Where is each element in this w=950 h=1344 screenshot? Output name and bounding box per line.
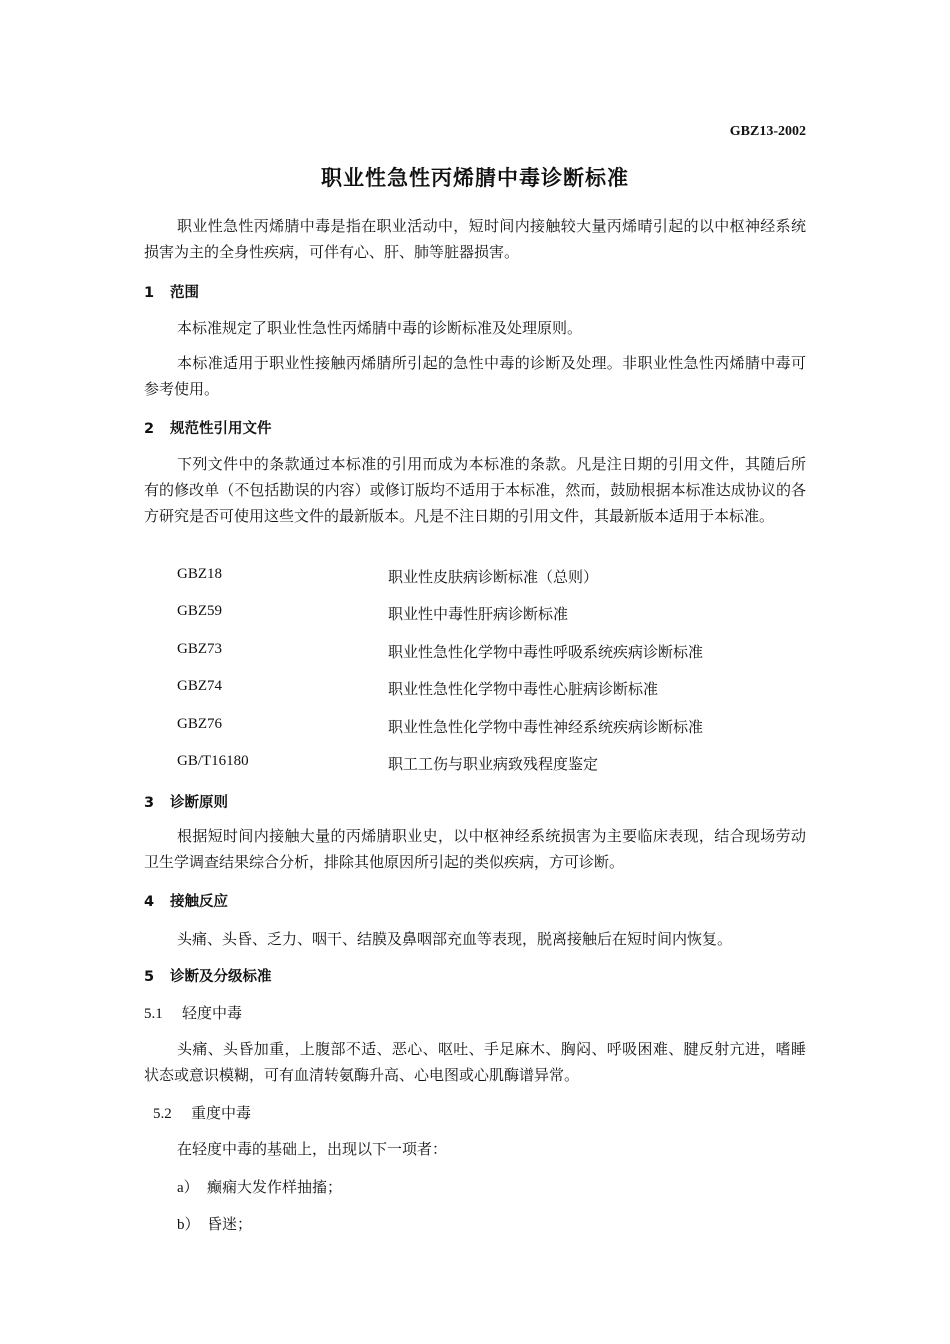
list-item-label: a） <box>177 1180 199 1196</box>
reference-code: GBZ76 <box>177 716 222 732</box>
section-1-heading <box>144 281 199 302</box>
list-item-text: 癫痫大发作样抽搐； <box>207 1178 343 1196</box>
section-title: 规范性引用文件 <box>170 421 272 437</box>
subsection-5-1-heading <box>144 1002 242 1023</box>
reference-code: GBZ18 <box>177 566 222 582</box>
subsection-5-2-paragraph: 在轻度中毒的基础上，出现以下一项者： <box>177 1140 448 1158</box>
section-1-paragraph-2: 本标准适用于职业性接触丙烯腈所引起的急性中毒的诊断及处理。非职业性急性丙烯腈中毒可参考使用。 <box>144 354 806 398</box>
section-3-heading <box>144 791 228 812</box>
reference-code: GBZ73 <box>177 641 222 657</box>
reference-code: GBZ59 <box>177 603 222 619</box>
reference-title: 职业性急性化学物中毒性心脏病诊断标准 <box>388 680 659 698</box>
section-3-paragraph: 根据短时间内接触大量的丙烯腈职业史，以中枢神经系统损害为主要临床表现，结合现场劳动卫生学调查结果综合分析，排除其他原因所引起的类似疾病，方可诊断。 <box>144 827 806 871</box>
section-title: 诊断及分级标准 <box>170 969 272 985</box>
section-number: 3 <box>144 795 155 811</box>
reference-title: 职业性急性化学物中毒性神经系统疾病诊断标准 <box>388 718 704 736</box>
reference-title: 职业性急性化学物中毒性呼吸系统疾病诊断标准 <box>388 643 704 661</box>
section-number: 4 <box>144 894 155 910</box>
reference-title: 职业性中毒性肝病诊断标准 <box>388 605 569 623</box>
subsection-title: 重度中毒 <box>191 1104 252 1122</box>
section-title: 诊断原则 <box>170 795 228 811</box>
subsection-number: 5.1 <box>144 1006 163 1022</box>
section-4-heading <box>144 890 228 911</box>
reference-code: GB/T16180 <box>177 753 249 769</box>
subsection-title: 轻度中毒 <box>182 1004 243 1022</box>
document-number: GBZ13-2002 <box>729 124 806 139</box>
section-2-paragraph: 下列文件中的条款通过本标准的引用而成为本标准的条款。凡是注日期的引用文件，其随后所有的修改单（不包括勘误的内容）或修订版均不适用于本标准，然而，鼓励根据本标准达成协议的各方研究是否可使用这些文件的最新版本。凡是不注日期的引用文件，其最新版本适用于本标准。 <box>144 455 806 525</box>
list-item <box>177 1213 252 1234</box>
section-number: 5 <box>144 969 155 985</box>
section-4-paragraph: 头痛、头昏、乏力、咽干、结膜及鼻咽部充血等表现，脱离接触后在短时间内恢复。 <box>177 930 733 948</box>
section-title: 接触反应 <box>170 894 228 910</box>
section-number: 2 <box>144 421 155 437</box>
list-item-label: b） <box>177 1217 200 1233</box>
subsection-5-1-paragraph: 头痛、头昏加重，上腹部不适、恶心、呕吐、手足麻木、胸闷、呼吸困难、腱反射亢进，嗜睡状态或意识模糊，可有血清转氨酶升高、心电图或心肌酶谱异常。 <box>144 1040 806 1084</box>
reference-title: 职业性皮肤病诊断标准（总则） <box>388 568 599 586</box>
section-1-paragraph-1: 本标准规定了职业性急性丙烯腈中毒的诊断标准及处理原则。 <box>177 319 583 337</box>
section-number: 1 <box>144 285 155 301</box>
intro-paragraph: 职业性急性丙烯腈中毒是指在职业活动中，短时间内接触较大量丙烯晴引起的以中枢神经系统损害为主的全身性疾病，可伴有心、肝、肺等脏器损害。 <box>144 217 806 261</box>
subsection-5-2-heading <box>153 1102 251 1123</box>
section-title: 范围 <box>170 285 199 301</box>
reference-title: 职工工伤与职业病致残程度鉴定 <box>388 755 599 773</box>
section-5-heading <box>144 965 272 986</box>
reference-code: GBZ74 <box>177 678 222 694</box>
list-item <box>177 1176 342 1197</box>
document-title: 职业性急性丙烯腈中毒诊断标准 <box>321 166 629 190</box>
list-item-text: 昏迷； <box>207 1215 253 1233</box>
section-2-heading <box>144 417 272 438</box>
subsection-number: 5.2 <box>153 1106 172 1122</box>
